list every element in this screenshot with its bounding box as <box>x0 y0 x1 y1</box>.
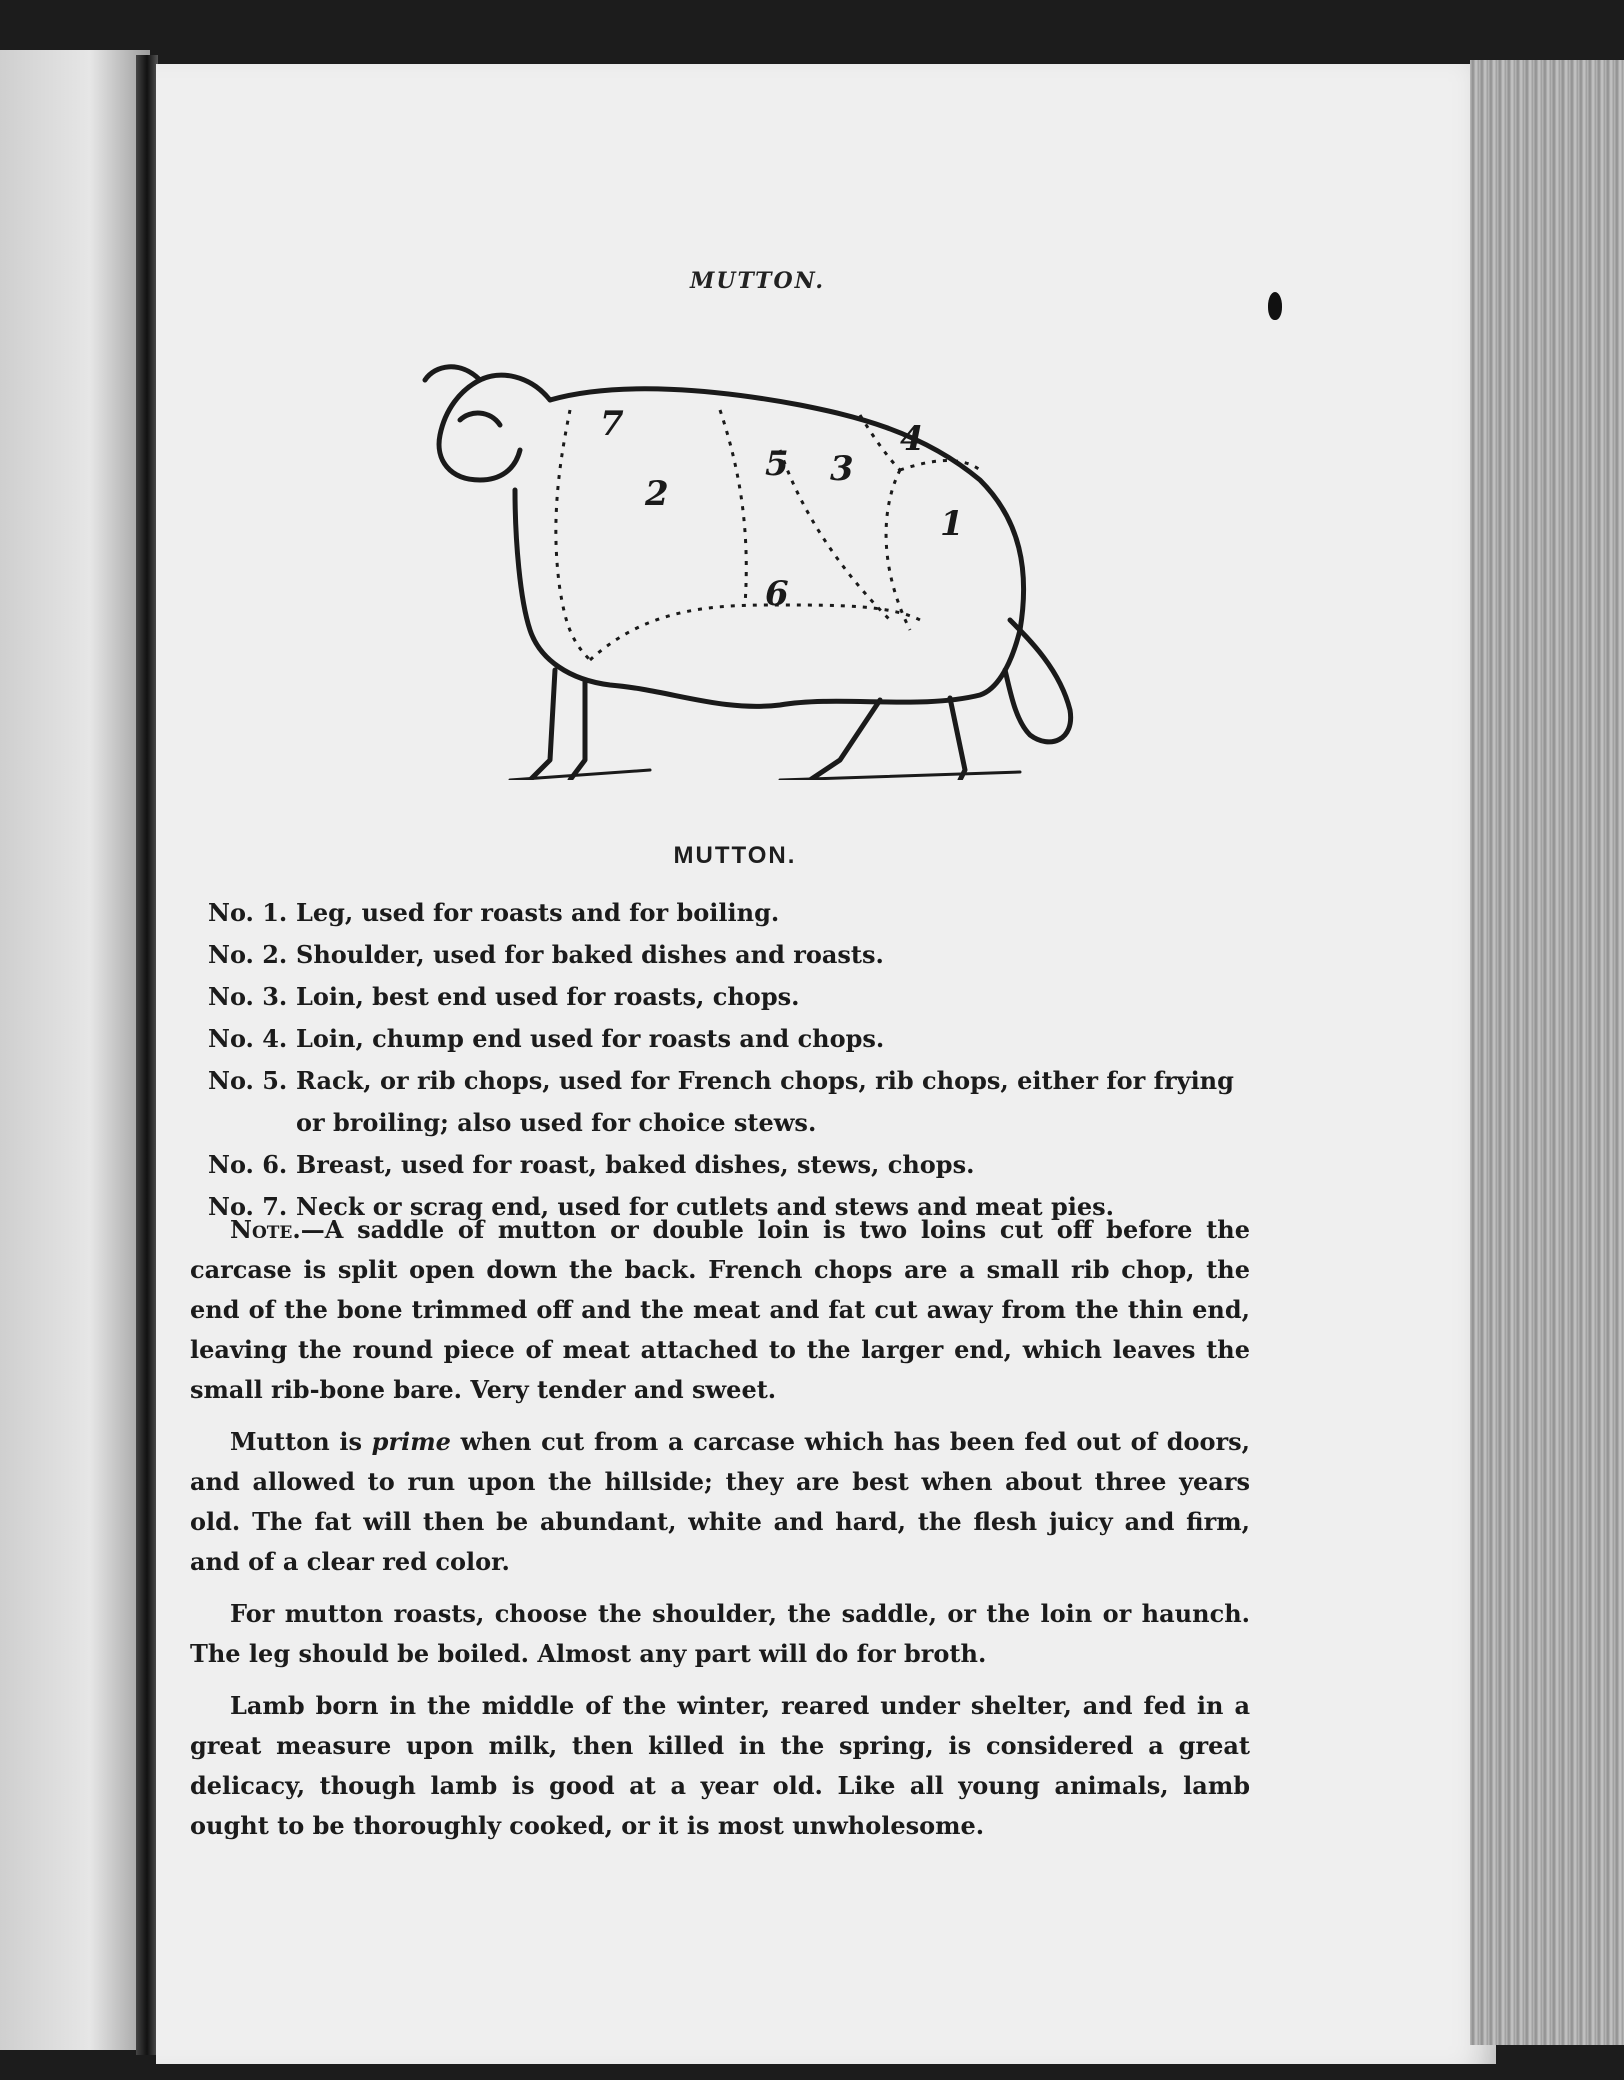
prime-emphasis: prime <box>371 1427 451 1456</box>
book-gutter <box>136 55 158 2055</box>
section-heading: MUTTON. <box>673 842 797 869</box>
list-item <box>208 1018 1268 1060</box>
running-head: MUTTON. <box>690 268 826 294</box>
roasts-paragraph: For mutton roasts, choose the shoulder, the saddle, or the loin or haunch. The leg should be boiled. Almost any part will do for broth. <box>190 1599 1250 1668</box>
cut-description: Shoulder, used for baked dishes and roasts. <box>296 940 884 969</box>
list-item <box>208 1060 1268 1144</box>
list-item <box>208 1144 1268 1186</box>
cuts-list <box>208 892 1268 1228</box>
cut-label-5: 5 <box>765 444 789 484</box>
cut-label-6: 6 <box>765 574 789 614</box>
cut-label-1: 1 <box>940 504 964 544</box>
cut-description: Breast, used for roast, baked dishes, stews, chops. <box>296 1150 975 1179</box>
cut-description: Rack, or rib chops, used for French chops, rib chops, either for frying or broiling; also used for choice stews. <box>296 1066 1234 1137</box>
cut-number: No. 1. <box>208 898 288 927</box>
cut-number: No. 3. <box>208 982 288 1011</box>
cut-label-2: 2 <box>645 474 669 514</box>
cut-number: No. 6. <box>208 1150 288 1179</box>
cut-number: No. 4. <box>208 1024 288 1053</box>
lamb-paragraph: Lamb born in the middle of the winter, reared under shelter, and fed in a great measure upon milk, then killed in the spring, is considered a great delicacy, though lamb is good at a year old. Like all young animals, lamb ought to be thoroughly cooked, or it is most unwholesome. <box>190 1691 1250 1840</box>
prime-before: Mutton is <box>230 1427 372 1456</box>
sheep-cuts-diagram <box>420 340 1090 780</box>
cut-number: No. 2. <box>208 940 288 969</box>
note-label: Note. <box>230 1215 301 1244</box>
cut-description: Loin, chump end used for roasts and chops. <box>296 1024 885 1053</box>
list-item <box>208 892 1268 934</box>
cut-label-7: 7 <box>600 404 624 444</box>
cut-description: Loin, best end used for roasts, chops. <box>296 982 800 1011</box>
page-stack-edge <box>1470 60 1624 2045</box>
sheep-outline <box>425 367 1071 780</box>
prime-after: when cut from a carcase which has been fed out of doors, and allowed to run upon the hillside; they are best when about three years old. The fat will then be abundant, white and hard, the flesh juicy and firm, and of a clear red color. <box>190 1427 1251 1576</box>
cut-number: No. 7. <box>208 1192 288 1221</box>
cut-label-4: 4 <box>900 419 924 459</box>
left-page-edge <box>0 50 150 2050</box>
cut-number: No. 5. <box>208 1066 288 1095</box>
note-paragraph <box>190 1210 1250 1410</box>
cut-number-labels <box>600 404 964 614</box>
note-text: —A saddle of mutton or double loin is two loins cut off before the carcase is split open down the back. French chops are a small rib chop, the end of the bone trimmed off and the meat and fat cut away from the thin end, leaving the round piece of meat attached to the larger end, which leaves the small rib-bone bare. Very tender and sweet. <box>190 1215 1250 1404</box>
ink-blot <box>1268 292 1282 320</box>
cut-label-3: 3 <box>830 449 854 489</box>
list-item <box>208 934 1268 976</box>
body-text <box>190 1210 1250 1858</box>
cut-description: Leg, used for roasts and for boiling. <box>296 898 780 927</box>
prime-paragraph <box>190 1422 1250 1582</box>
list-item <box>208 976 1268 1018</box>
cut-description: Neck or scrag end, used for cutlets and stews and meat pies. <box>296 1192 1115 1221</box>
